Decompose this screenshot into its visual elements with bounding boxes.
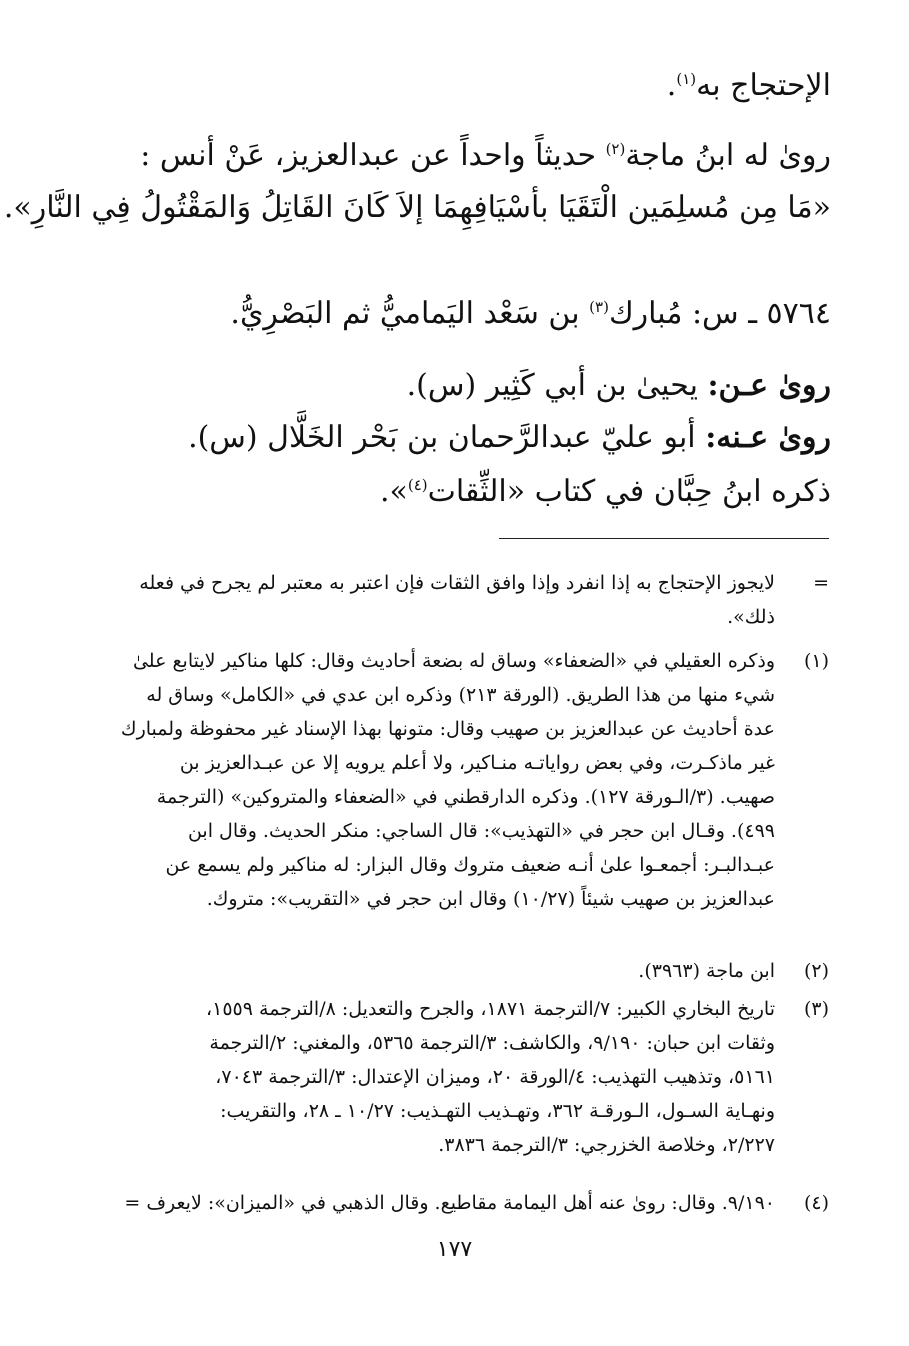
footnote-number: (٢) [803,960,829,982]
entry-heading: ٥٧٦٤ ـ س: مُبارك$^{(٣)}$ بن سَعْد اليَماميُّ ثم البَصْرِيُّ. [230,296,831,331]
page-number: ١٧٧ [436,1237,473,1262]
footnote-4: (٤) ٩/١٩٠. وقال: روىٰ عنه أهل اليمامة مقاطيع. وقال الذهبي في «الميزان»: لايعرف = [122,1186,829,1220]
narrated-by-label: روىٰ عـنه: [705,420,831,455]
footnote-ref-4[interactable]: (٤) [407,476,428,494]
footnote-separator [499,538,829,539]
footnote-2: (٢) ابن ماجة (٣٩٦٣). [122,954,829,988]
footnote-1: (١) وذكره العقيلي في «الضعفاء» وساق له بضعة أحاديث وقال: كلها مناكير لايتابع علىٰ شيء منها من هذا الطريق. (الورقة ٢١٣) وذكره ابن عدي في «الكامل» وساق له عدة أحاديث عن عبدالعزيز بن صهيب وقال: متونها بهذا الإسناد غير محفوظة ولمبارك غير ماذكـرت، وفي بعض رواياتـه منـاكير، ولا أعلم يرويه إلا عن عبـدالعزيز بن صهيب. (٣/الـورقة ١٢٧). وذكره الدارقطني في «الضعفاء والمتروكين» (الترجمة ٤٩٩). وقـال ابن حجر في «التهذيب»: قال الساجي: منكر الحديث. وقال ابن عبـدالبـر: أجمعـوا علىٰ أنـه ضعيف متروك وقال البزار: له مناكير ولم يسمع عن عبدالعزيز بن صهيب شيئاً (١٠/٢٧) وقال ابن حجر في «التقريب»: متروك. [122,644,829,916]
hadith-text: «مَا مِن مُسلِمَين الْتَقَيَا بأسْيَافِهِمَا إلاَ كَانَ القَاتِلُ وَالمَقْتُولُ فِي النَّارِ». [3,190,831,225]
footnote-continued: = لايجوز الإحتجاج به إذا انفرد وإذا وافق الثقات فإن اعتبر به معتبر لم يجرح في فعله ذلك». [122,566,829,634]
footnote-ref-1[interactable]: (١) [676,70,697,88]
footnote-3: (٣) تاريخ البخاري الكبير: ٧/الترجمة ١٨٧١، والجرح والتعديل: ٨/الترجمة ١٥٥٩، وثقات ابن حبان: ٩/١٩٠، والكاشف: ٣/الترجمة ٥٣٦٥، والمغني: ٢/الترجمة ٥١٦١، وتذهيب التهذيب: ٤/الورقة ٢٠، وميزان الإعتدال: ٣/الترجمة ٧٠٤٣، ونهـاية السـول، الـورقـة ٣٦٢، وتهـذيب التهـذيب: ١٠/٢٧ ـ ٢٨، والتقريب: ٢/٢٢٧، وخلاصة الخزرجي: ٣/الترجمة ٣٨٣٦. [122,992,829,1162]
main-line-2: روىٰ له ابنُ ماجة$^{(٢)}$ حديثاً واحداً عن عبدالعزيز، عَنْ أنس : [140,138,831,173]
mention-line: ذكره ابنُ حِبَّان في كتاب «الثِّقات$^{(٤)}$». [379,474,831,509]
footnote-ref-2[interactable]: (٢) [605,140,626,158]
main-line-1: الإحتجاج به$^{(١)}$. [666,68,831,103]
footnote-number: (٤) [803,1192,829,1214]
narrated-from-line: روىٰ عـن: يحيىٰ بن أبي كَثِير (س). [406,368,831,403]
footnote-number: (١) [803,650,829,672]
footnote-ref-3[interactable]: (٣) [589,298,609,316]
narrated-by-line: روىٰ عـنه: أبو عليّ عبدالرَّحمان بن بَحْر الخَلَّال (س). [188,420,831,455]
footnote-number: = [813,572,829,594]
narrated-from-label: روىٰ عـن: [707,368,831,403]
footnote-number: (٣) [803,998,829,1020]
